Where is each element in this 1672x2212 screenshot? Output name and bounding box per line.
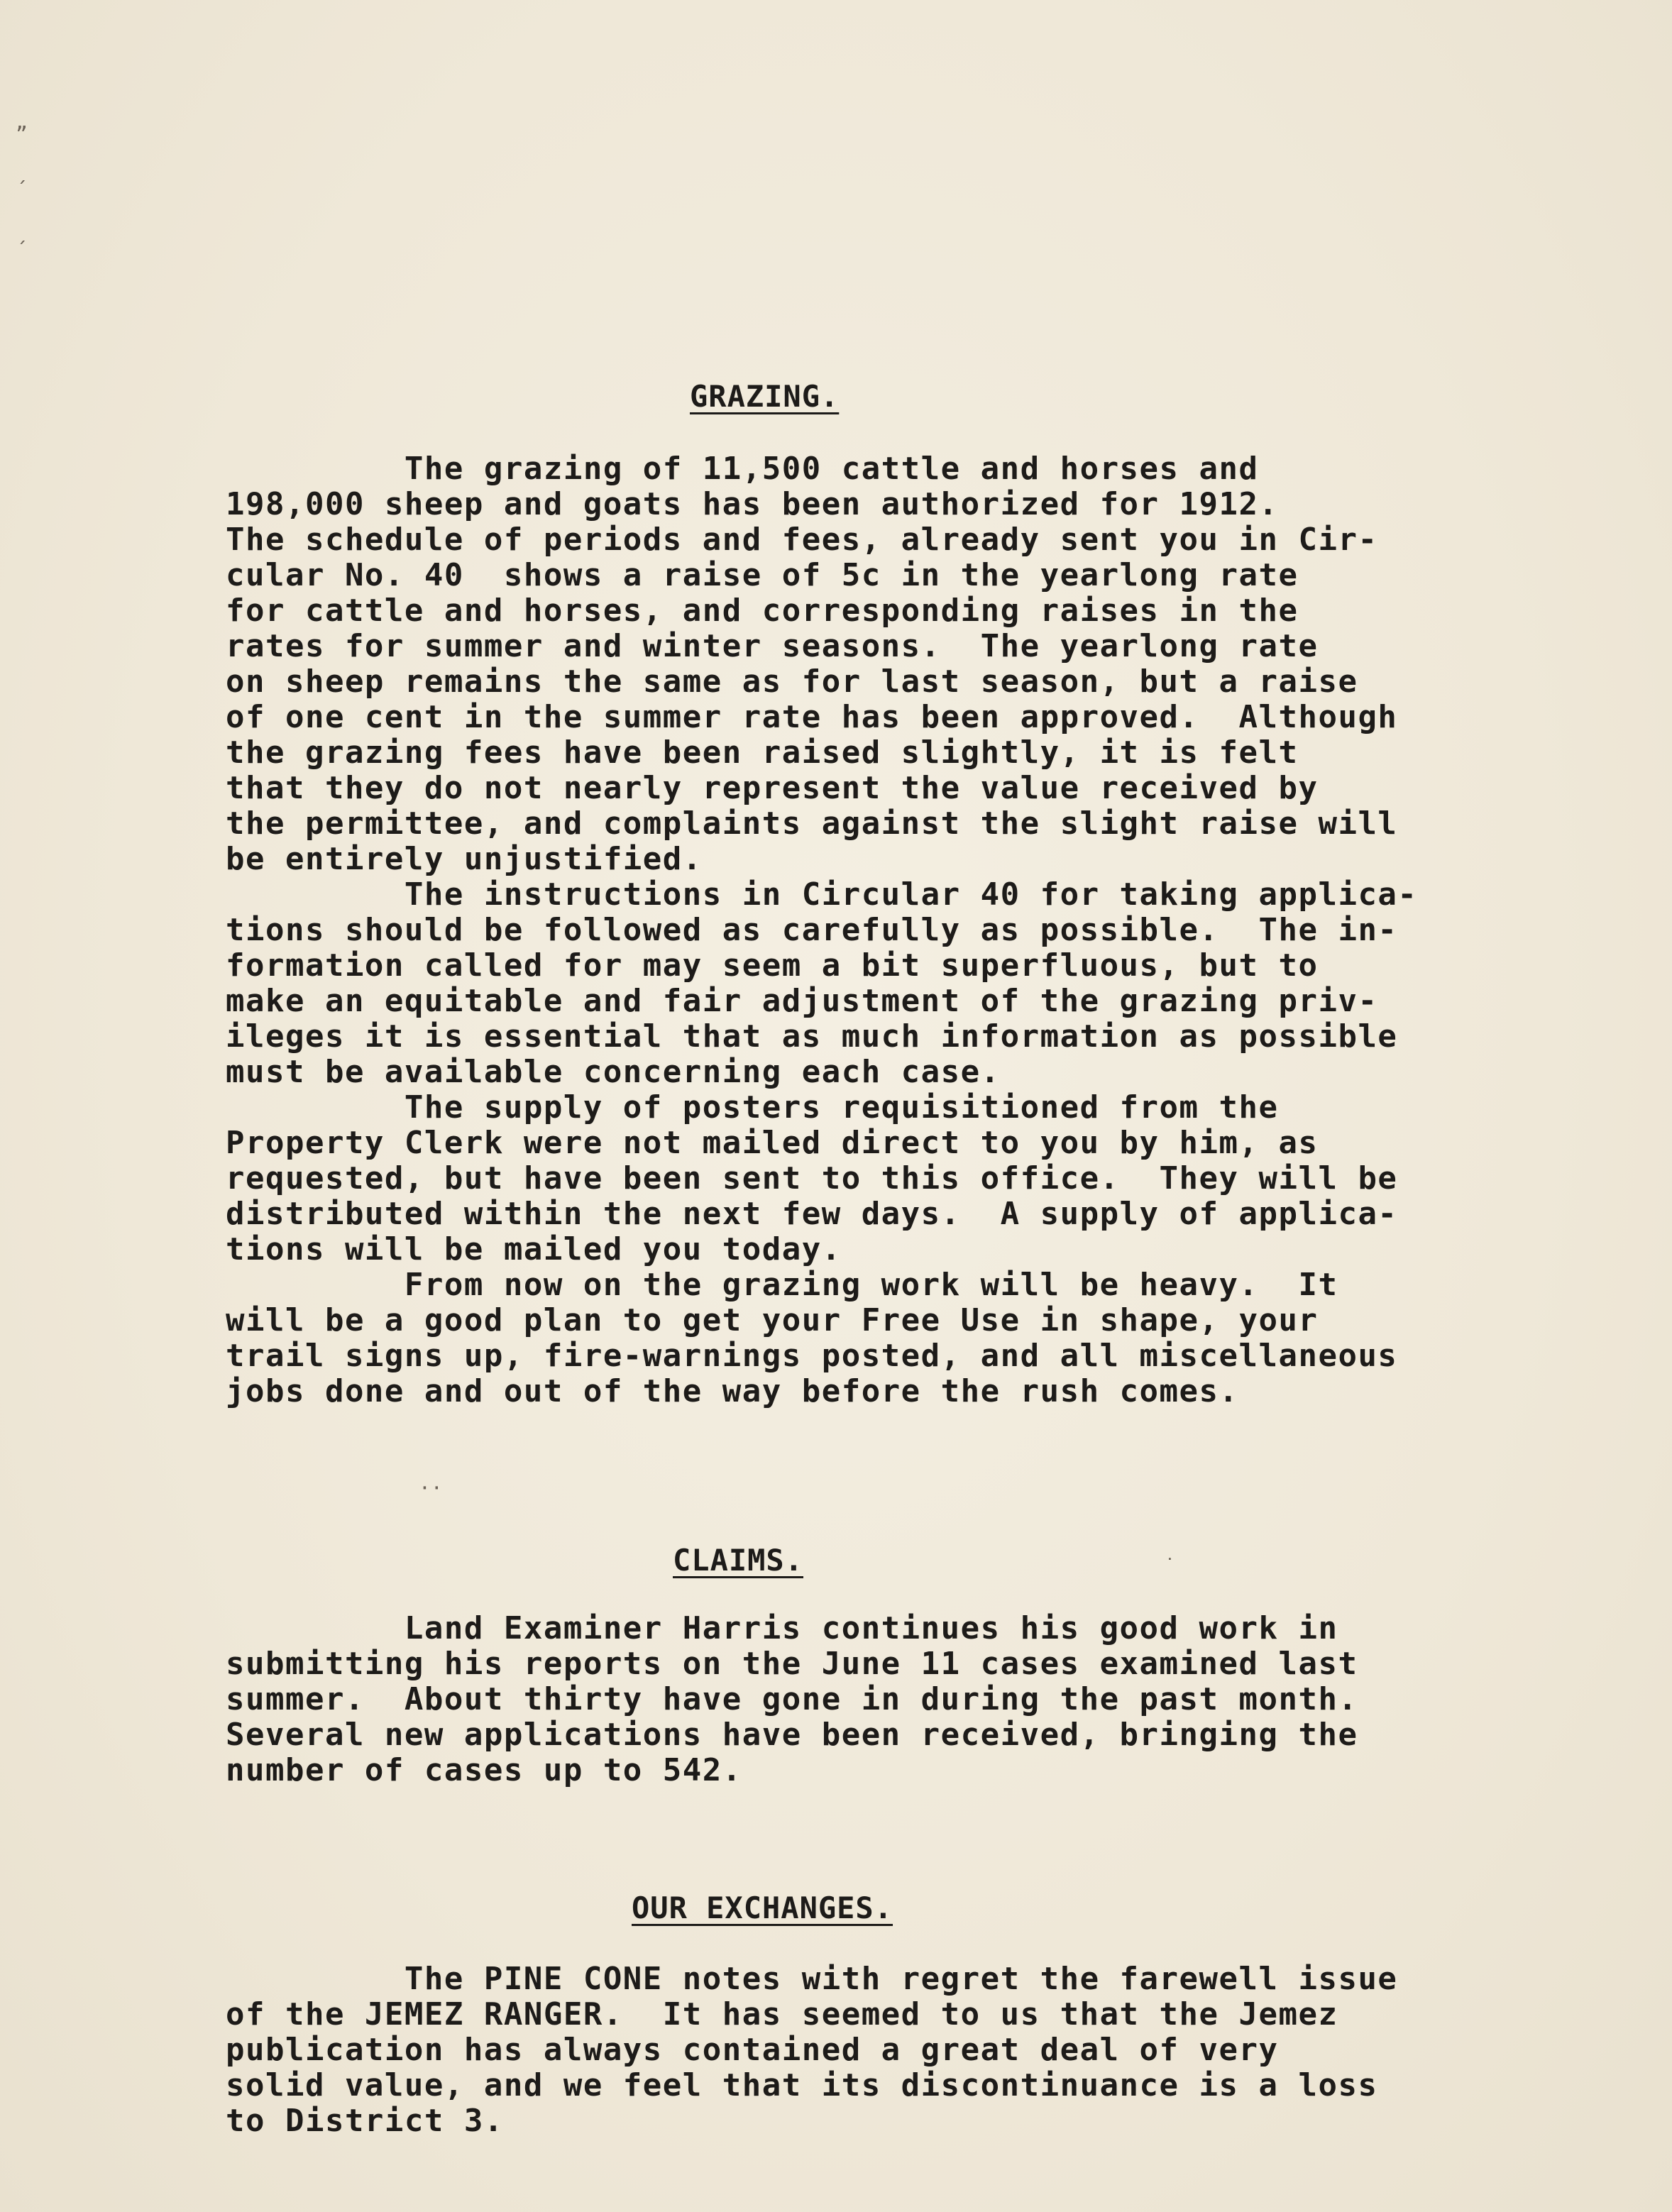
text-line: From now on the grazing work will be heavy. It (226, 1267, 1338, 1303)
text-line: formation called for may seem a bit superfluous, but to (226, 947, 1319, 984)
text-line: jobs done and out of the way before the rush comes. (226, 1373, 1239, 1409)
text-line: the grazing fees have been raised slightly, it is felt (226, 734, 1299, 771)
text-line: must be available concerning each case. (226, 1054, 1001, 1090)
text-line: on sheep remains the same as for last season, but a raise (226, 664, 1358, 700)
text-line: cular No. 40 shows a raise of 5c in the yearlong rate (226, 557, 1299, 593)
paper-speck: ·· (419, 1476, 443, 1500)
text-line: of one cent in the summer rate has been approved. Although (226, 699, 1398, 735)
text-line: that they do not nearly represent the value received by (226, 770, 1319, 806)
text-line: The supply of posters requisitioned from the (226, 1089, 1279, 1126)
text-line: tions will be mailed you today. (226, 1231, 842, 1267)
text-line: of the JEMEZ RANGER. It has seemed to us that the Jemez (226, 1996, 1338, 2032)
text-line: make an equitable and fair adjustment of the grazing priv- (226, 983, 1378, 1019)
text-line: Several new applications have been received, bringing the (226, 1717, 1358, 1753)
text-line: The grazing of 11,500 cattle and horses and (226, 451, 1259, 487)
text-line: publication has always contained a great deal of very (226, 2032, 1279, 2068)
paper-speck: ˙ (1164, 1554, 1176, 1578)
text-line: 198,000 sheep and goats has been authorized for 1912. (226, 486, 1279, 522)
text-line: ileges it is essential that as much information as possible (226, 1018, 1398, 1055)
text-line: The schedule of periods and fees, already sent you in Cir- (226, 522, 1378, 558)
text-line: submitting his reports on the June 11 cases examined last (226, 1646, 1358, 1682)
section-heading-grazing: GRAZING. (690, 379, 840, 414)
text-line: Land Examiner Harris continues his good work in (226, 1610, 1338, 1646)
text-line: The instructions in Circular 40 for taking applica- (226, 876, 1418, 913)
text-line: solid value, and we feel that its discontinuance is a loss (226, 2067, 1378, 2103)
text-line: summer. About thirty have gone in during the past month. (226, 1681, 1358, 1717)
margin-mark: ´ (16, 177, 28, 201)
text-line: to District 3. (226, 2103, 504, 2139)
text-line: distributed within the next few days. A supply of applica- (226, 1196, 1398, 1232)
text-line: number of cases up to 542. (226, 1752, 742, 1788)
text-line: requested, but have been sent to this office. They will be (226, 1160, 1398, 1196)
text-line: Property Clerk were not mailed direct to you by him, as (226, 1125, 1319, 1161)
section-heading-our-exchanges: OUR EXCHANGES. (632, 1891, 893, 1925)
text-line: rates for summer and winter seasons. The yearlong rate (226, 628, 1319, 664)
text-line: will be a good plan to get your Free Use in shape, your (226, 1302, 1319, 1338)
margin-mark: „ (16, 110, 28, 133)
text-line: tions should be followed as carefully as possible. The in- (226, 912, 1398, 948)
section-heading-claims: CLAIMS. (673, 1543, 804, 1578)
text-line: The PINE CONE notes with regret the farewell issue (226, 1961, 1398, 1997)
text-line: the permittee, and complaints against the slight raise will (226, 805, 1398, 842)
text-line: trail signs up, fire-warnings posted, and all miscellaneous (226, 1338, 1398, 1374)
text-line: for cattle and horses, and corresponding raises in the (226, 593, 1299, 629)
margin-mark: ´ (16, 238, 28, 261)
text-line: be entirely unjustified. (226, 841, 703, 877)
